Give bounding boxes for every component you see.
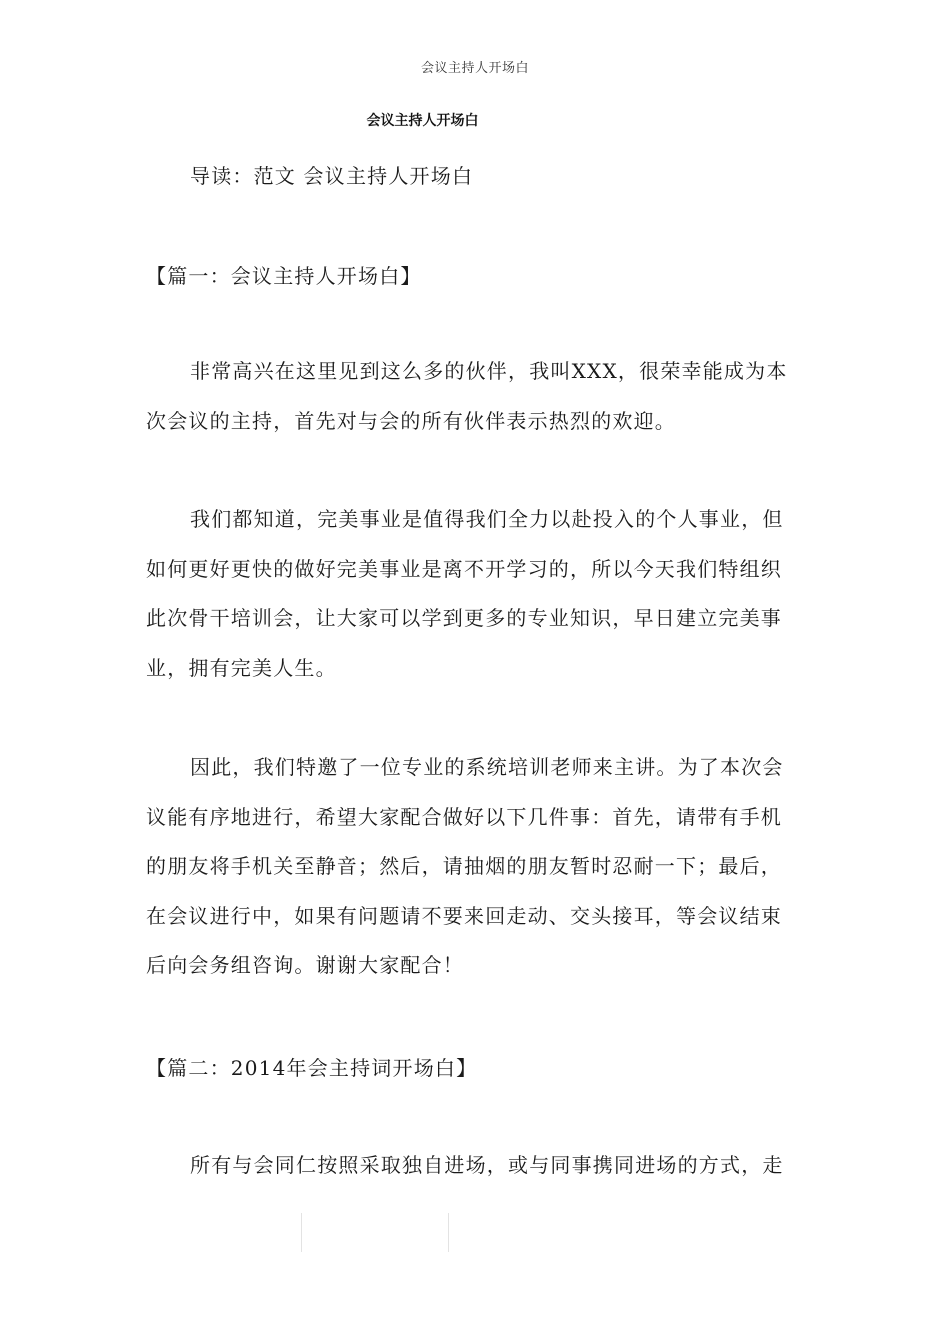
- paragraph-line: 我们都知道，完美事业是值得我们全力以赴投入的个人事业，但: [190, 507, 784, 531]
- paragraph-line: 议能有序地进行，希望大家配合做好以下几件事：首先，请带有手机: [146, 804, 782, 829]
- paragraph-line: 此次骨干培训会，让大家可以学到更多的专业知识，早日建立完美事: [146, 606, 782, 630]
- paragraph-4: [146, 1141, 826, 1191]
- running-header: 会议主持人开场白: [420, 61, 529, 76]
- paragraph-1: [146, 347, 826, 446]
- paragraph-2: [146, 495, 826, 693]
- lead-text: 导读：范文 会议主持人开场白: [190, 164, 474, 188]
- section-heading-2-text: 【篇二：2014年会主持词开场白】: [146, 1056, 478, 1080]
- paragraph-line: 次会议的主持，首先对与会的所有伙伴表示热烈的欢迎。: [146, 408, 676, 433]
- footer-divider: [301, 1213, 449, 1252]
- document-title: 会议主持人开场白: [366, 113, 479, 129]
- paragraph-line: 后向会务组咨询。谢谢大家配合！: [146, 953, 464, 977]
- paragraph-line: 业，拥有完美人生。: [146, 655, 337, 680]
- paragraph-line: 所有与会同仁按照采取独自进场，或与同事携同进场的方式，走: [190, 1153, 784, 1177]
- section-heading-1: [146, 252, 826, 302]
- paragraph-line: 因此，我们特邀了一位专业的系统培训老师来主讲。为了本次会: [190, 755, 784, 779]
- section-heading-2: [146, 1044, 826, 1094]
- paragraph-line: 在会议进行中，如果有问题请不要来回走动、交头接耳，等会议结束: [146, 903, 782, 928]
- paragraph-line: 的朋友将手机关至静音；然后，请抽烟的朋友暂时忍耐一下；最后，: [146, 854, 782, 878]
- paragraph-line: 如何更好更快的做好完美事业是离不开学习的，所以今天我们特组织: [146, 556, 782, 581]
- lead-line: [146, 152, 870, 202]
- paragraph-line: 非常高兴在这里见到这么多的伙伴，我叫XXX，很荣幸能成为本: [190, 359, 788, 383]
- section-heading-1-text: 【篇一：会议主持人开场白】: [146, 264, 422, 288]
- paragraph-3: [146, 743, 826, 991]
